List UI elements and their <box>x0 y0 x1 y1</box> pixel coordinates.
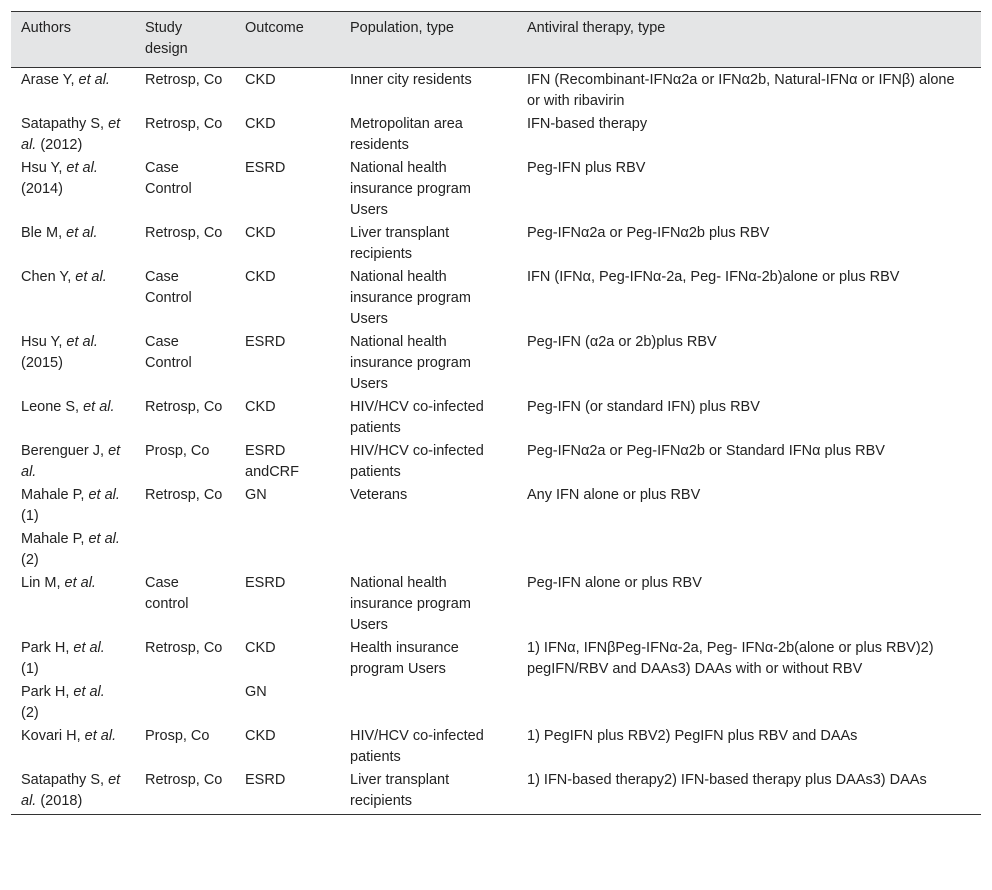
author-et-al: et al. <box>66 334 98 350</box>
cell-antiviral-therapy: Peg-IFN (or standard IFN) plus RBV <box>527 399 760 415</box>
cell-outcome: CKD <box>245 116 276 132</box>
cell-study-design: Retrosp, Co <box>145 640 223 656</box>
cell-antiviral-therapy: Any IFN alone or plus RBV <box>527 487 701 503</box>
author-name: Chen Y, <box>21 269 76 285</box>
table-row <box>11 440 981 484</box>
author-et-al: et al. <box>21 772 121 809</box>
author-suffix: (2014) <box>21 181 63 197</box>
cell-outcome: CKD <box>245 225 276 241</box>
cell-outcome <box>235 528 340 572</box>
author-suffix: (2) <box>21 552 39 568</box>
cell-authors <box>11 637 135 681</box>
cell-population <box>340 681 517 725</box>
cell-authors <box>11 222 135 266</box>
cell-population: National health insurance program Users <box>350 269 471 327</box>
table-header <box>11 12 981 68</box>
cell-outcome: CKD <box>245 72 276 88</box>
cell-outcome: ESRD <box>245 772 286 788</box>
cell-outcome: CKD <box>245 728 276 744</box>
table-body <box>11 68 981 815</box>
cell-study-design: Case Control <box>145 334 192 371</box>
header-study-design: Study design <box>145 20 188 57</box>
cell-study-design: Retrosp, Co <box>145 116 223 132</box>
cell-population: Veterans <box>350 487 408 503</box>
cell-authors <box>11 572 135 637</box>
author-et-al: et al. <box>78 72 110 88</box>
cell-study-design: Prosp, Co <box>145 443 210 459</box>
cell-population: Health insurance program Users <box>350 640 459 677</box>
table-row <box>11 331 981 396</box>
cell-population <box>340 528 517 572</box>
author-suffix: (2015) <box>21 355 63 371</box>
cell-study-design: Prosp, Co <box>145 728 210 744</box>
cell-outcome: CKD <box>245 399 276 415</box>
cell-authors <box>11 440 135 484</box>
cell-outcome: ESRD <box>245 334 286 350</box>
cell-outcome: CKD <box>245 640 276 656</box>
cell-antiviral-therapy: 1) PegIFN plus RBV2) PegIFN plus RBV and DAAs <box>527 728 858 744</box>
cell-population: National health insurance program Users <box>350 334 471 392</box>
cell-population: Liver transplant recipients <box>350 225 450 262</box>
author-et-al: et al. <box>88 487 120 503</box>
cell-authors <box>11 266 135 331</box>
table-row <box>11 113 981 157</box>
cell-authors <box>11 157 135 222</box>
cell-authors <box>11 68 135 114</box>
author-suffix: (2012) <box>36 137 83 153</box>
cell-study-design <box>135 681 235 725</box>
header-population: Population, type <box>350 20 454 36</box>
author-name: Park H, <box>21 684 74 700</box>
table-row <box>11 484 981 528</box>
cell-population: Liver transplant recipients <box>350 772 450 809</box>
table-row <box>11 637 981 681</box>
author-et-al: et al. <box>84 728 117 744</box>
author-name: Kovari H, <box>21 728 85 744</box>
cell-antiviral-therapy: Peg-IFNα2a or Peg-IFNα2b plus RBV <box>527 225 770 241</box>
header-antiviral-therapy: Antiviral therapy, type <box>527 20 666 36</box>
author-et-al: et al. <box>88 531 120 547</box>
author-et-al: et al. <box>64 575 96 591</box>
author-et-al: et al. <box>66 160 98 176</box>
author-name: Ble M, <box>21 225 67 241</box>
cell-antiviral-therapy: IFN (Recombinant-IFNα2a or IFNα2b, Natural-IFNα or IFNβ) alone or with ribavirin <box>527 72 955 109</box>
cell-study-design <box>135 528 235 572</box>
cell-authors <box>11 484 135 528</box>
cell-antiviral-therapy <box>517 681 981 725</box>
cell-study-design: Case Control <box>145 269 192 306</box>
cell-outcome: GN <box>245 684 267 700</box>
author-name: Mahale P, <box>21 487 89 503</box>
cell-authors <box>11 113 135 157</box>
cell-outcome: ESRD <box>245 160 286 176</box>
author-name: Hsu Y, <box>21 334 67 350</box>
cell-population: HIV/HCV co-infected patients <box>350 728 484 765</box>
cell-study-design: Case control <box>145 575 189 612</box>
table-row <box>11 681 981 725</box>
author-name: Leone S, <box>21 399 84 415</box>
author-et-al: et al. <box>21 443 121 480</box>
author-et-al: et al. <box>21 116 121 153</box>
author-name: Lin M, <box>21 575 65 591</box>
cell-population: HIV/HCV co-infected patients <box>350 443 484 480</box>
cell-antiviral-therapy: Peg-IFN alone or plus RBV <box>527 575 702 591</box>
author-name: Hsu Y, <box>21 160 67 176</box>
cell-study-design: Retrosp, Co <box>145 399 223 415</box>
table-row <box>11 157 981 222</box>
table-row <box>11 266 981 331</box>
author-name: Satapathy S, <box>21 116 109 132</box>
table-row <box>11 68 981 114</box>
author-et-al: et al. <box>73 684 105 700</box>
header-outcome: Outcome <box>245 20 304 36</box>
table-row <box>11 222 981 266</box>
author-et-al: et al. <box>83 399 115 415</box>
cell-antiviral-therapy: IFN-based therapy <box>527 116 648 132</box>
cell-population: Inner city residents <box>350 72 472 88</box>
cell-authors <box>11 396 135 440</box>
table-row <box>11 396 981 440</box>
cell-authors <box>11 528 135 572</box>
cell-authors <box>11 769 135 815</box>
author-et-al: et al. <box>66 225 98 241</box>
cell-antiviral-therapy: Peg-IFN plus RBV <box>527 160 646 176</box>
author-suffix: (2) <box>21 705 39 721</box>
cell-outcome: GN <box>245 487 267 503</box>
table-row <box>11 769 981 815</box>
cell-antiviral-therapy: 1) IFN-based therapy2) IFN-based therapy plus DAAs3) DAAs <box>527 772 927 788</box>
cell-authors <box>11 331 135 396</box>
author-name: Park H, <box>21 640 74 656</box>
header-authors: Authors <box>21 20 71 36</box>
cell-outcome: ESRD andCRF <box>245 443 299 480</box>
cell-outcome: CKD <box>245 269 276 285</box>
cell-population: National health insurance program Users <box>350 575 471 633</box>
cell-study-design: Retrosp, Co <box>145 772 223 788</box>
author-suffix: (2018) <box>36 793 83 809</box>
author-suffix: (1) <box>21 508 39 524</box>
author-et-al: et al. <box>75 269 107 285</box>
author-name: Mahale P, <box>21 531 89 547</box>
author-et-al: et al. <box>73 640 105 656</box>
header-row <box>11 12 981 68</box>
cell-study-design: Retrosp, Co <box>145 487 223 503</box>
table-row <box>11 725 981 769</box>
author-name: Berenguer J, <box>21 443 109 459</box>
studies-table <box>11 11 981 815</box>
cell-outcome: ESRD <box>245 575 286 591</box>
cell-antiviral-therapy: Peg-IFNα2a or Peg-IFNα2b or Standard IFNα plus RBV <box>527 443 885 459</box>
cell-antiviral-therapy: IFN (IFNα, Peg-IFNα-2a, Peg- IFNα-2b)alone or plus RBV <box>527 269 900 285</box>
cell-antiviral-therapy <box>517 528 981 572</box>
cell-antiviral-therapy: Peg-IFN (α2a or 2b)plus RBV <box>527 334 717 350</box>
cell-study-design: Retrosp, Co <box>145 225 223 241</box>
cell-antiviral-therapy: 1) IFNα, IFNβPeg-IFNα-2a, Peg- IFNα-2b(alone or plus RBV)2) pegIFN/RBV and DAAs3) DAAs with or without RBV <box>527 640 934 677</box>
cell-authors <box>11 681 135 725</box>
author-suffix: (1) <box>21 661 39 677</box>
table-container <box>11 11 981 815</box>
table-row <box>11 572 981 637</box>
cell-population: National health insurance program Users <box>350 160 471 218</box>
author-name: Satapathy S, <box>21 772 109 788</box>
cell-population: Metropolitan area residents <box>350 116 463 153</box>
cell-study-design: Case Control <box>145 160 192 197</box>
author-name: Arase Y, <box>21 72 79 88</box>
table-row <box>11 528 981 572</box>
cell-study-design: Retrosp, Co <box>145 72 223 88</box>
cell-authors <box>11 725 135 769</box>
cell-population: HIV/HCV co-infected patients <box>350 399 484 436</box>
